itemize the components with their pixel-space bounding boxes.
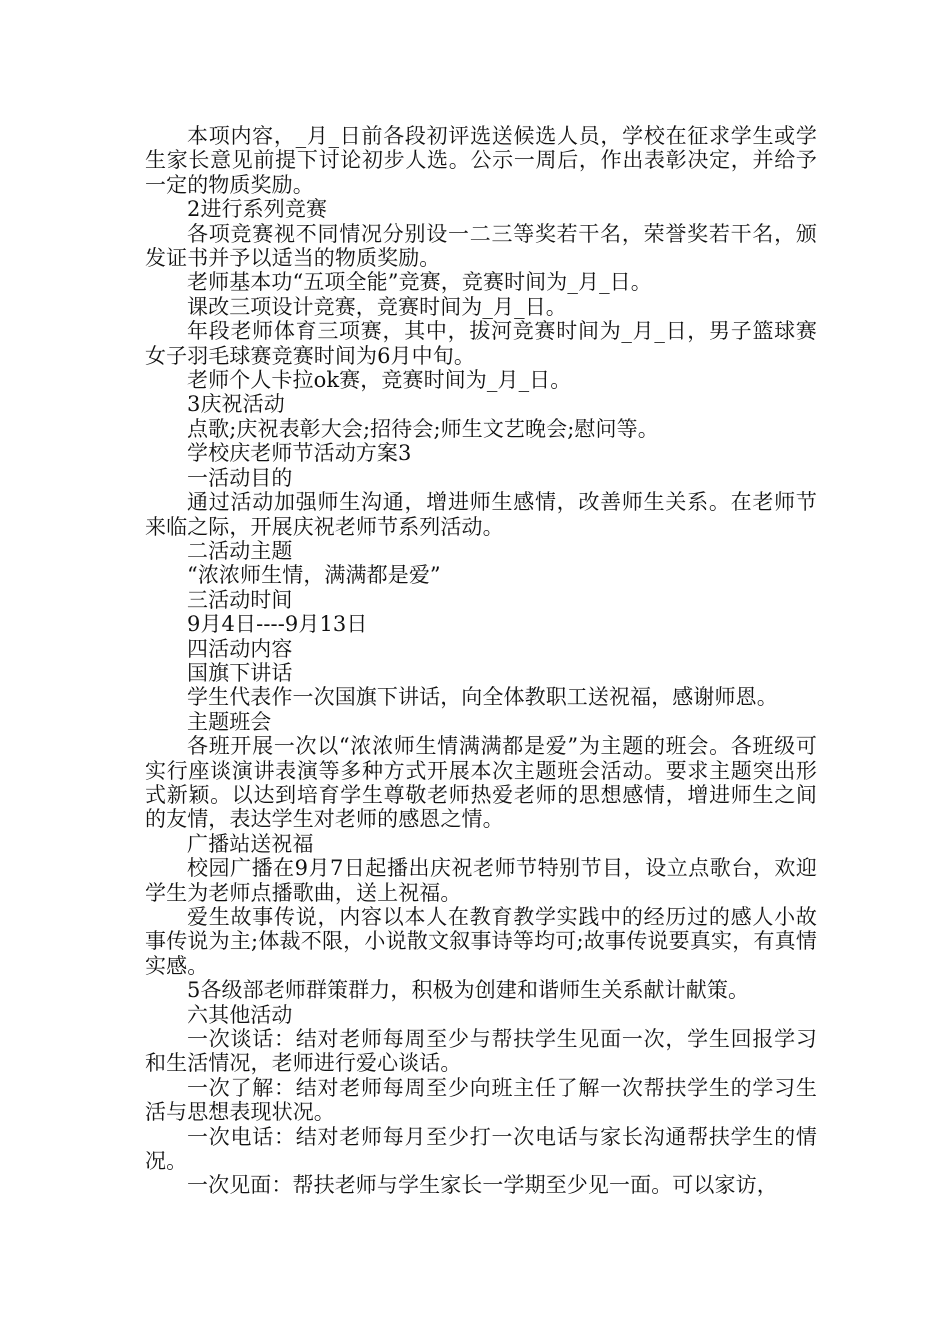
paragraph: 9月4日----9月13日 <box>187 612 368 637</box>
section-heading: 一活动目的 <box>187 465 293 490</box>
paragraph: 各项竞赛视不同情况分别设一二三等奖若干名，荣誉奖若干名，颁发证书并予以适当的物质奖励。 <box>145 221 817 271</box>
document-body <box>145 124 817 1198</box>
paragraph: 本项内容，_月_日前各段初评选送候选人员，学校在征求学生或学生家长意见前提下讨论初步人选。公示一周后，作出表彰决定，并给予一定的物质奖励。 <box>145 124 817 197</box>
paragraph: 5各级部老师群策群力，积极为创建和谐师生关系献计献策。 <box>187 978 750 1003</box>
section-heading: 二活动主题 <box>187 538 293 563</box>
subsection-heading: 国旗下讲话 <box>187 660 293 685</box>
section-heading: 三活动时间 <box>187 587 293 612</box>
document-title: 学校庆老师节活动方案3 <box>187 441 412 466</box>
section-heading: 四活动内容 <box>187 636 293 661</box>
paragraph: 学生代表作一次国旗下讲话，向全体教职工送祝福，感谢师恩。 <box>187 685 778 710</box>
paragraph: 一次了解：结对老师每周至少向班主任了解一次帮扶学生的学习生活与思想表现状况。 <box>145 1075 817 1125</box>
paragraph: 老师个人卡拉ok赛，竞赛时间为_月_日。 <box>187 368 572 393</box>
subsection-heading: 广播站送祝福 <box>187 831 314 856</box>
paragraph: “浓浓师生情，满满都是爱” <box>187 563 441 588</box>
paragraph: 老师基本功“五项全能”竞赛，竞赛时间为_月_日。 <box>187 270 652 295</box>
paragraph: 一次电话：结对老师每月至少打一次电话与家长沟通帮扶学生的情况。 <box>145 1124 817 1174</box>
paragraph: 爱生故事传说，内容以本人在教育教学实践中的经历过的感人小故事传说为主;体裁不限，小说散文叙事诗等均可;故事传说要真实，有真情实感。 <box>145 905 817 978</box>
paragraph: 通过活动加强师生沟通，增进师生感情，改善师生关系。在老师节来临之际，开展庆祝老师节系列活动。 <box>145 490 817 539</box>
paragraph: 点歌;庆祝表彰大会;招待会;师生文艺晚会;慰问等。 <box>187 416 659 441</box>
paragraph: 课改三项设计竞赛，竞赛时间为_月_日。 <box>187 294 567 319</box>
paragraph: 年段老师体育三项赛，其中，拔河竞赛时间为_月_日，男子篮球赛女子羽毛球赛竞赛时间为6月中旬。 <box>145 319 817 368</box>
paragraph: 一次见面：帮扶老师与学生家长一学期至少见一面。可以家访， <box>187 1173 778 1198</box>
paragraph: 校园广播在9月7日起播出庆祝老师节特别节目，设立点歌台，欢迎学生为老师点播歌曲，送上祝福。 <box>145 856 817 905</box>
subsection-heading: 主题班会 <box>187 709 272 734</box>
paragraph: 一次谈话：结对老师每周至少与帮扶学生见面一次，学生回报学习和生活情况，老师进行爱心谈话。 <box>145 1027 817 1076</box>
section-heading: 2进行系列竞赛 <box>187 197 328 222</box>
section-heading: 六其他活动 <box>187 1002 293 1027</box>
paragraph: 各班开展一次以“浓浓师生情满满都是爱”为主题的班会。各班级可实行座谈演讲表演等多种方式开展本次主题班会活动。要求主题突出形式新颖。以达到培育学生尊敬老师热爱老师的思想感情，增进师生之间的友情，表达学生对老师的感恩之情。 <box>145 734 817 832</box>
section-heading: 3庆祝活动 <box>187 392 285 417</box>
